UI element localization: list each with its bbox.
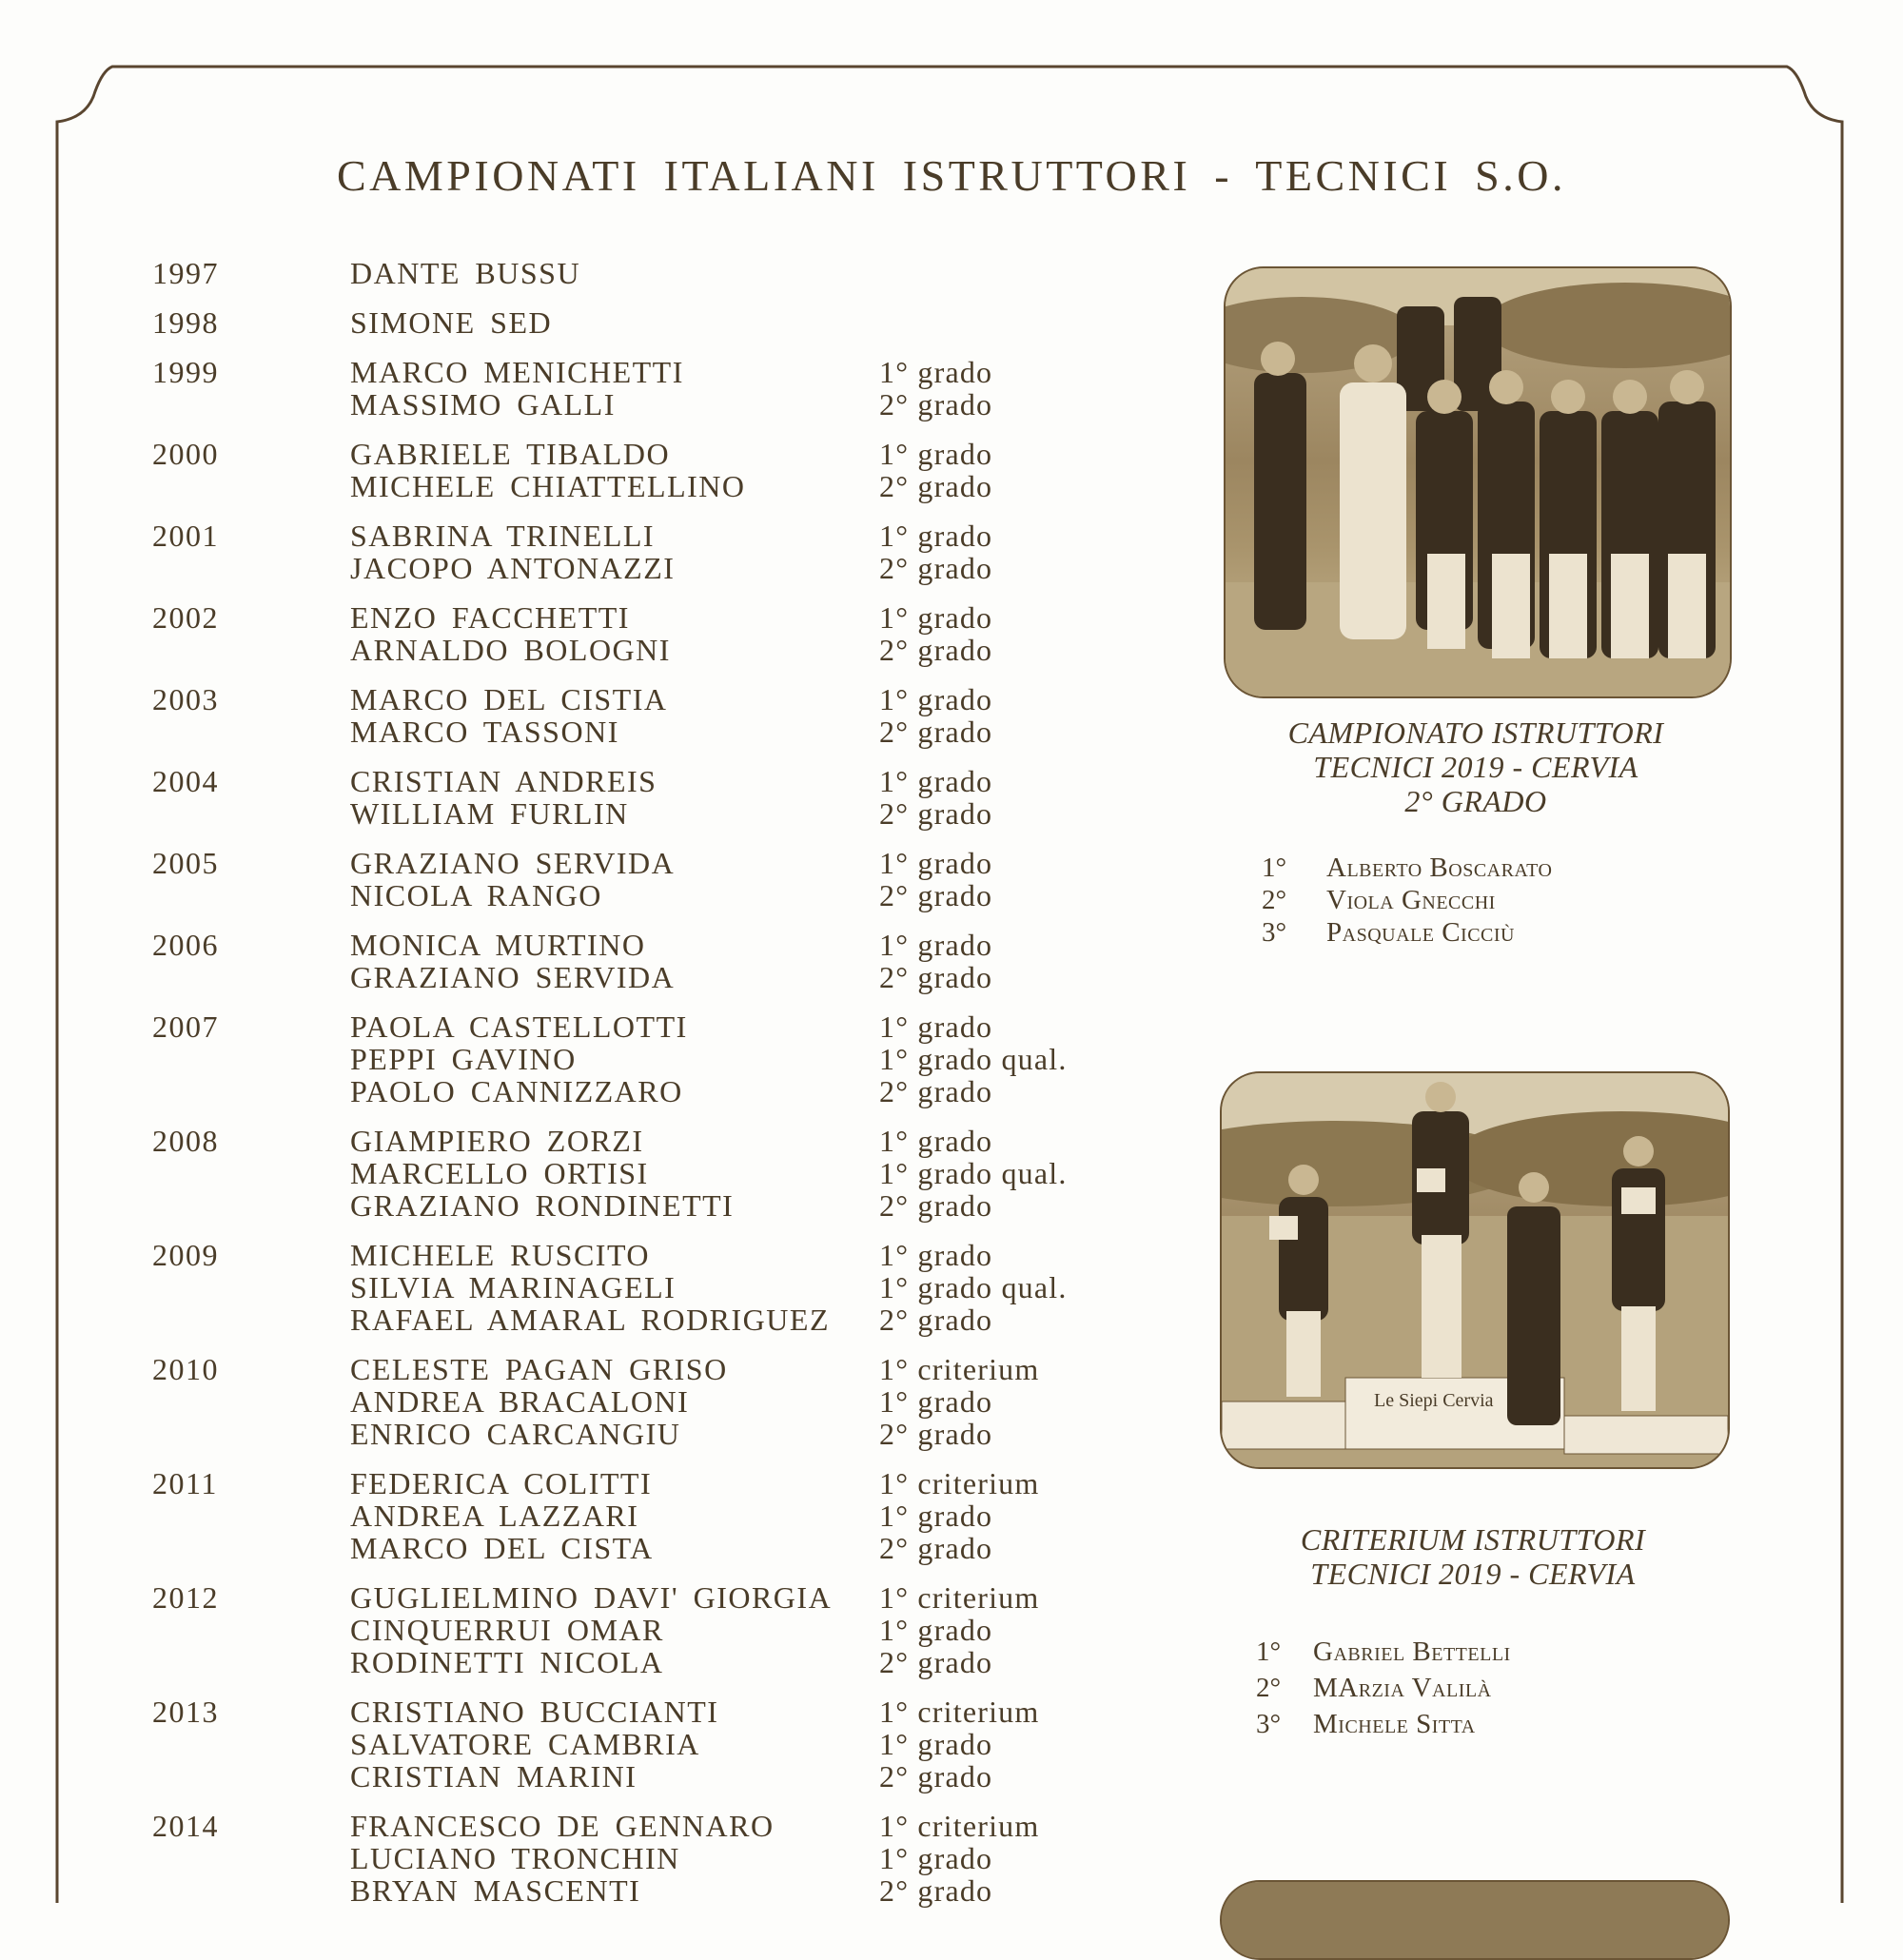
result-row (0, 1842, 1189, 1874)
champion-name: FEDERICA COLITTI (350, 1466, 653, 1500)
photo2-caption (1220, 1522, 1726, 1591)
podium-position: 3° (1262, 917, 1287, 948)
grade-label: 1° grado (879, 1727, 993, 1761)
champion-name: CRISTIANO BUCCIANTI (350, 1695, 719, 1729)
grade-label: 2° grado (879, 1188, 993, 1223)
podium-name: MArzia Valilà (1313, 1673, 1492, 1703)
year-label: 2000 (152, 437, 219, 471)
result-row (0, 438, 1189, 470)
grade-label: 1° grado (879, 1124, 993, 1158)
year-entry (0, 1125, 1189, 1222)
podium-name: Michele Sitta (1313, 1709, 1476, 1739)
year-label: 2004 (152, 764, 219, 798)
year-label: 2008 (152, 1124, 219, 1158)
result-row (0, 1728, 1189, 1760)
grade-label: 1° grado (879, 437, 993, 471)
result-row (0, 1874, 1189, 1907)
year-entry (0, 1467, 1189, 1564)
result-row (0, 257, 1189, 289)
champion-name: DANTE BUSSU (350, 256, 581, 290)
year-entry (0, 1695, 1189, 1793)
year-label: 1999 (152, 355, 219, 389)
third-photo (1220, 1880, 1730, 1960)
podium-position: 2° (1262, 885, 1287, 915)
year-entry (0, 519, 1189, 584)
result-row (0, 1760, 1189, 1793)
grade-label: 1° grado (879, 600, 993, 635)
champion-name: ENRICO CARCANGIU (350, 1417, 681, 1451)
result-row (0, 879, 1189, 911)
year-label: 1997 (152, 256, 219, 290)
champion-name: CELESTE PAGAN GRISO (350, 1352, 728, 1386)
podium-row (1256, 1635, 1732, 1669)
result-row (0, 1125, 1189, 1157)
champion-name: LUCIANO TRONCHIN (350, 1841, 680, 1875)
grade-label: 1° criterium (879, 1809, 1040, 1843)
year-entry (0, 306, 1189, 339)
year-entry (0, 257, 1189, 289)
result-row (0, 847, 1189, 879)
photo2-caption-line1: CRITERIUM ISTRUTTORI (1300, 1522, 1646, 1557)
year-entry (0, 356, 1189, 421)
champion-name: MARCO TASSONI (350, 715, 619, 749)
year-label: 2012 (152, 1580, 219, 1615)
grade-label: 1° grado qual. (879, 1156, 1068, 1190)
result-row (0, 683, 1189, 715)
champion-name: ENZO FACCHETTI (350, 600, 630, 635)
grade-label: 2° grado (879, 715, 993, 749)
grade-label: 2° grado (879, 878, 993, 912)
year-label: 2014 (152, 1809, 219, 1843)
podium-name: Pasquale Cicciù (1326, 917, 1515, 948)
grade-label: 1° grado (879, 764, 993, 798)
podium-row (1262, 883, 1737, 917)
champion-name: ANDREA LAZZARI (350, 1499, 639, 1533)
year-entry (0, 1353, 1189, 1450)
champion-name: PEPPI GAVINO (350, 1042, 577, 1076)
result-row (0, 1532, 1189, 1564)
champion-name: BRYAN MASCENTI (350, 1873, 641, 1908)
year-label: 2003 (152, 682, 219, 716)
result-row (0, 1189, 1189, 1222)
result-row (0, 1075, 1189, 1107)
result-row (0, 1353, 1189, 1385)
champion-name: RAFAEL AMARAL RODRIGUEZ (350, 1303, 830, 1337)
result-row (0, 797, 1189, 830)
podium-position: 1° (1262, 853, 1287, 883)
champion-name: GRAZIANO SERVIDA (350, 960, 676, 994)
year-label: 2013 (152, 1695, 219, 1729)
grade-label: 1° grado qual. (879, 1042, 1068, 1076)
champion-name: SABRINA TRINELLI (350, 519, 656, 553)
podium-position: 1° (1256, 1637, 1282, 1667)
champion-name: RODINETTI NICOLA (350, 1645, 664, 1679)
year-label: 2011 (152, 1466, 218, 1500)
year-label: 2005 (152, 846, 219, 880)
grade-label: 2° grado (879, 1417, 993, 1451)
podium-banner: Le Siepi Cervia (1374, 1390, 1494, 1411)
grade-label: 2° grado (879, 469, 993, 503)
champion-name: GIAMPIERO ZORZI (350, 1124, 644, 1158)
year-entry (0, 847, 1189, 911)
result-row (0, 1303, 1189, 1336)
podium-row (1256, 1707, 1732, 1741)
champion-name: CRISTIAN MARINI (350, 1759, 638, 1793)
year-label: 2009 (152, 1238, 219, 1272)
grade-label: 1° grado (879, 682, 993, 716)
champion-name: SILVIA MARINAGELI (350, 1270, 677, 1304)
grade-label: 1° grado (879, 1613, 993, 1647)
year-entry (0, 1581, 1189, 1678)
champion-name: MARCO DEL CISTA (350, 1531, 654, 1565)
grade-label: 1° grado (879, 1384, 993, 1419)
year-label: 2007 (152, 1009, 219, 1044)
year-label: 2001 (152, 519, 219, 553)
grade-label: 1° grado (879, 1841, 993, 1875)
grade-label: 1° grado (879, 1009, 993, 1044)
champion-name: CRISTIAN ANDREIS (350, 764, 657, 798)
champion-name: SIMONE SED (350, 305, 553, 340)
result-row (0, 1418, 1189, 1450)
champion-name: MICHELE RUSCITO (350, 1238, 651, 1272)
grade-label: 1° grado qual. (879, 1270, 1068, 1304)
photo1-caption-line1: CAMPIONATO ISTRUTTORI (1287, 715, 1664, 750)
photo1-caption-line2: TECNICI 2019 - CERVIA (1313, 750, 1638, 784)
year-label: 2006 (152, 928, 219, 962)
champion-name: CINQUERRUI OMAR (350, 1613, 664, 1647)
result-row (0, 1646, 1189, 1678)
grade-label: 1° criterium (879, 1695, 1040, 1729)
grade-label: 2° grado (879, 1074, 993, 1108)
year-entry (0, 765, 1189, 830)
grade-label: 1° grado (879, 355, 993, 389)
result-row (0, 961, 1189, 993)
champion-name: MARCO MENICHETTI (350, 355, 684, 389)
result-row (0, 1614, 1189, 1646)
result-row (0, 388, 1189, 421)
grade-label: 2° grado (879, 1759, 993, 1793)
year-label: 2002 (152, 600, 219, 635)
grade-label: 2° grado (879, 633, 993, 667)
result-row (0, 634, 1189, 666)
year-label: 2010 (152, 1352, 219, 1386)
result-row (0, 470, 1189, 502)
podium-row (1262, 915, 1737, 950)
photo2-podium-list (1256, 1635, 1732, 1749)
grade-label: 1° grado (879, 519, 993, 553)
champion-name: MICHELE CHIATTELLINO (350, 469, 746, 503)
result-row (0, 1695, 1189, 1728)
grade-label: 2° grado (879, 387, 993, 421)
podium-position: 2° (1256, 1673, 1282, 1703)
champion-name: SALVATORE CAMBRIA (350, 1727, 700, 1761)
year-entry (0, 601, 1189, 666)
photo1-caption (1224, 715, 1728, 818)
grade-label: 1° grado (879, 1238, 993, 1272)
grade-label: 2° grado (879, 1531, 993, 1565)
champion-name: GRAZIANO RONDINETTI (350, 1188, 735, 1223)
year-entry (0, 1810, 1189, 1907)
champion-name: MASSIMO GALLI (350, 387, 616, 421)
grade-label: 2° grado (879, 960, 993, 994)
grade-label: 1° grado (879, 928, 993, 962)
podium-name: Gabriel Bettelli (1313, 1637, 1511, 1667)
team-photo-2019 (1224, 266, 1732, 698)
result-row (0, 929, 1189, 961)
result-row (0, 715, 1189, 748)
photo1-caption-line3: 2° GRADO (1404, 784, 1547, 818)
grade-label: 1° criterium (879, 1580, 1040, 1615)
result-row (0, 306, 1189, 339)
grade-label: 2° grado (879, 1303, 993, 1337)
result-row (0, 519, 1189, 552)
grade-label: 1° criterium (879, 1352, 1040, 1386)
champion-name: MARCO DEL CISTIA (350, 682, 668, 716)
champion-name: ARNALDO BOLOGNI (350, 633, 671, 667)
champion-name: GUGLIELMINO DAVI' GIORGIA (350, 1580, 833, 1615)
photo1-podium-list (1262, 851, 1737, 955)
grade-label: 2° grado (879, 796, 993, 831)
result-row (0, 1810, 1189, 1842)
podium-name: Viola Gnecchi (1326, 885, 1496, 915)
year-label: 1998 (152, 305, 219, 340)
result-row (0, 1467, 1189, 1499)
result-row (0, 1581, 1189, 1614)
photo2-caption-line2: TECNICI 2019 - CERVIA (1310, 1557, 1636, 1591)
grade-label: 2° grado (879, 1645, 993, 1679)
podium-position: 3° (1256, 1709, 1282, 1739)
year-entry (0, 1239, 1189, 1336)
champion-name: ANDREA BRACALONI (350, 1384, 690, 1419)
year-entry (0, 929, 1189, 993)
result-row (0, 1385, 1189, 1418)
grade-label: 2° grado (879, 551, 993, 585)
result-row (0, 552, 1189, 584)
champion-name: WILLIAM FURLIN (350, 796, 629, 831)
page-title: CAMPIONATI ITALIANI ISTRUTTORI - TECNICI S.O. (336, 151, 1566, 200)
champion-name: PAOLO CANNIZZARO (350, 1074, 683, 1108)
grade-label: 1° grado (879, 846, 993, 880)
champion-name: MARCELLO ORTISI (350, 1156, 649, 1190)
year-entry (0, 683, 1189, 748)
criterium-podium-photo (1220, 1071, 1730, 1469)
result-row (0, 356, 1189, 388)
result-row (0, 1043, 1189, 1075)
champion-name: MONICA MURTINO (350, 928, 646, 962)
grade-label: 1° grado (879, 1499, 993, 1533)
podium-row (1262, 851, 1737, 885)
podium-name: Alberto Boscarato (1326, 853, 1553, 883)
grade-label: 2° grado (879, 1873, 993, 1908)
result-row (0, 1239, 1189, 1271)
champions-list (0, 257, 1189, 1924)
champion-name: GRAZIANO SERVIDA (350, 846, 676, 880)
result-row (0, 1010, 1189, 1043)
champion-name: JACOPO ANTONAZZI (350, 551, 676, 585)
podium-row (1256, 1671, 1732, 1705)
result-row (0, 1157, 1189, 1189)
champion-name: FRANCESCO DE GENNARO (350, 1809, 775, 1843)
result-row (0, 765, 1189, 797)
result-row (0, 601, 1189, 634)
result-row (0, 1499, 1189, 1532)
year-entry (0, 438, 1189, 502)
champion-name: NICOLA RANGO (350, 878, 602, 912)
result-row (0, 1271, 1189, 1303)
grade-label: 1° criterium (879, 1466, 1040, 1500)
champion-name: PAOLA CASTELLOTTI (350, 1009, 688, 1044)
champion-name: GABRIELE TIBALDO (350, 437, 671, 471)
year-entry (0, 1010, 1189, 1107)
